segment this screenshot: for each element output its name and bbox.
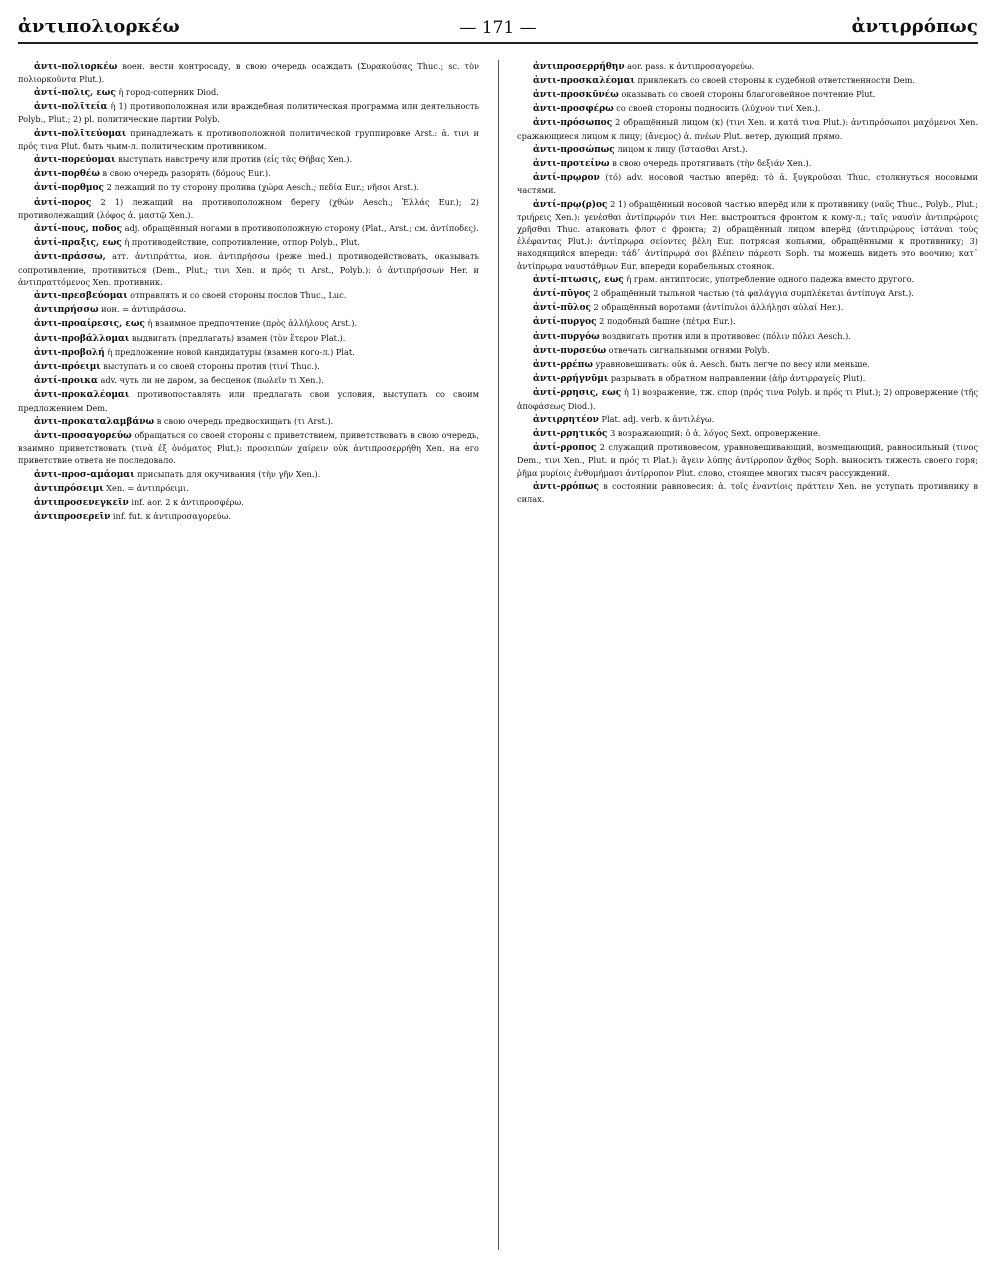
page-header [18, 12, 978, 42]
entry-headword: ἀντί-πολις, εως [34, 87, 116, 98]
dictionary-entry [18, 317, 479, 330]
dictionary-entry [517, 171, 978, 196]
dictionary-entry [18, 196, 479, 221]
dictionary-entry [517, 88, 978, 101]
entry-headword: ἀντι-ρρητικός [533, 428, 608, 439]
entry-headword: ἀντι-ρρέπω [533, 359, 593, 370]
entry-headword: ἀντιπρόσειμι [34, 483, 104, 494]
dictionary-entry [18, 482, 479, 495]
dictionary-entry [18, 289, 479, 302]
entry-definition: ион. = ἀντιπράσσω. [98, 304, 187, 315]
dictionary-entry [517, 372, 978, 385]
entry-headword: ἀντί-πῡλος [533, 303, 591, 314]
entry-definition: выдвигать (предлагать) взамен (τὸν ἕτερον Plat.). [129, 332, 346, 343]
entry-definition: лицом к лицу (ἵστασθαι Arst.). [614, 143, 748, 154]
entry-definition: 2 1) обращённый носовой частью вперёд или к противнику (ναῦς Thuc., Polyb., Plut.; τριήρεις Xen.): γενέσθαι ἀντίπρῳρόν τινι Her. выстроиться фронтом к кому-л.; ταῖς ναυσὶν ἀντιπρῴροις χρῆσθαι Thuc. атаковать флот с фронта; 2) обращённый лицом вперёд (ἀντιπρῴρους ἱστάναι τοὺς ἐλέφαντας Plut.): ἀντίπρῳρα σείοντες βέλη Eur. потрясая копьями, обращёнными к противнику; 3) находящийся впереди: τάδ᾽ ἀντίπρῳρά σοι βλέπειν πάρεστι Soph. ты можешь видеть это воочию; κατ᾽ ἀντίπρῳρα ναυστάθμων Eur. впереди корабельных стоянок. [517, 198, 978, 271]
dictionary-entry [517, 74, 978, 87]
running-head-left: ἀντιπολιορκέω [18, 16, 180, 37]
entry-headword: ἀντι-πυρσεύω [533, 345, 607, 356]
dictionary-entry [517, 386, 978, 411]
entry-headword: ἀντί-πῡγος [533, 288, 591, 299]
entry-headword: ἀντιπροσερρήθην [533, 61, 625, 72]
dictionary-entry [18, 303, 479, 316]
dictionary-entry [517, 102, 978, 115]
dictionary-entry [18, 332, 479, 345]
entry-definition: со своей стороны подносить (λύχνον τινί Xen.). [613, 103, 821, 114]
entry-headword: ἀντι-ρρήγνῡμι [533, 374, 609, 385]
entry-headword: ἀντι-πυργόω [533, 331, 600, 342]
entry-headword: ἀντι-προκαλέομαι [34, 390, 130, 401]
entry-definition: ἡ предложение новой кандидатуры (взамен кого-л.) Plat. [104, 346, 355, 357]
dictionary-entry [517, 413, 978, 426]
entry-headword: ἀντιπροσενεγκεῖν [34, 498, 129, 508]
entry-definition: ἡ противодействие, сопротивление, отпор Polyb., Plut. [121, 237, 360, 248]
entry-headword: ἀντί-πους, ποδος [34, 223, 122, 234]
entry-definition: 2 обращённый воротами (ἀντίπυλοι ἀλλήλῃσι αὐλαί Her.). [590, 302, 844, 313]
dictionary-entry [18, 236, 479, 249]
entry-definition: adj. обращённый ногами в противоположную сторону (Plat., Arst.; см. ἀντίποδες). [121, 222, 479, 233]
entry-headword: ἀντι-προσαγορεύω [34, 430, 132, 441]
dictionary-entry [517, 143, 978, 156]
entry-headword: ἀντί-ρροπος [533, 443, 597, 454]
entry-headword: ἀντι-πολῑτεία [34, 102, 108, 113]
dictionary-entry [517, 116, 978, 141]
dictionary-entry [517, 427, 978, 440]
entry-headword: ἀντι-πρόσωπος [533, 118, 613, 129]
dictionary-entry [18, 153, 479, 166]
entry-definition: ἡ грам. антиптосис, употребление одного падежа вместо другого. [623, 273, 915, 284]
entry-definition: отвечать сигнальными огнями Polyb. [606, 344, 770, 355]
entry-headword: ἀντι-πρεσβεύομαι [34, 290, 128, 301]
entry-headword: ἀντι-πολῑτεύομαι [34, 128, 127, 139]
entry-definition: выступать и со своей стороны против (τινί Thuc.). [100, 360, 320, 371]
dictionary-entry [18, 415, 479, 428]
running-head-right: ἀντιρρόπως [851, 16, 978, 37]
entry-headword: ἀντι-προβάλλομαι [34, 333, 130, 344]
entry-headword: ἀντιπρήσσω [34, 305, 99, 316]
entry-definition: отправлять и со своей стороны послов Thuc., Luc. [127, 289, 347, 300]
entry-definition: 2 обращённый тыльной частью (τὰ φαλάγγια συμπλέκεται ἀντίπυγα Arst.). [590, 287, 914, 298]
dictionary-entry [18, 388, 479, 413]
entry-headword: ἀντι-πορθέω [34, 169, 100, 180]
dictionary-entry [517, 287, 978, 300]
entry-definition: уравновешивать: οὐκ ἀ. Aesch. быть легче по весу или меньше. [592, 358, 870, 369]
entry-definition: 2 лежащий по ту сторону пролива (χώρα Aesch.; πεδία Eur.; νῆσοι Arst.). [103, 182, 419, 193]
entry-definition: ἡ 1) противоположная или враждебная политическая программа или деятельность Polyb., Plut.; 2) pl. политические партии Polyb. [18, 101, 479, 125]
entry-headword: ἀντιρρητέον [533, 414, 599, 425]
entry-definition: (τό) adv. носовой частью вперёд: τὸ ἀ. ξυγκροῦσαι Thuc. столкнуться носовыми частями. [517, 172, 978, 196]
entry-headword: ἀντι-πρόειμι [34, 361, 101, 372]
entry-headword: ἀντιπροσερεῖν [34, 512, 111, 523]
entry-definition: воен. вести контросаду, в свою очередь осаждать (Συρακούσας Thuc.; sc. τὸν πολιορκοῦντα Plut.). [18, 60, 479, 84]
entry-definition: 2 подобный башне (πέτρα Eur.). [596, 316, 736, 327]
dictionary-entry [18, 222, 479, 235]
entry-definition: в состоянии равновесия: ἀ. τοῖς ἐναντίοις πράττειν Xen. не уступать противнику в силах. [517, 480, 978, 504]
page-number: — 171 — [459, 18, 537, 38]
dictionary-entry [18, 167, 479, 180]
dictionary-entry [18, 60, 479, 85]
entry-definition: принадлежать к противоположной политической группировке Arst.: ἀ. τινι и πρός τινα Plut. быть чьим-л. политическим противником. [18, 127, 479, 151]
dictionary-entry [18, 100, 479, 125]
dictionary-entry [517, 315, 978, 328]
entry-definition: разрывать в обратном направлении (ἀὴρ ἀντιρραγείς Plut). [608, 373, 866, 384]
left-column [18, 60, 479, 1250]
dictionary-entry [517, 198, 978, 272]
dictionary-entry [517, 273, 978, 286]
entry-headword: ἀντι-πολιορκέω [34, 61, 118, 72]
entry-definition: inf. aor. 2 к ἀντιπροσφέρω. [128, 497, 244, 507]
dictionary-entry [517, 157, 978, 170]
dictionary-entry [18, 468, 479, 481]
entry-definition: 3 возражающий: ὁ ἀ. λόγος Sext. опровержение. [607, 427, 821, 438]
dictionary-entry [517, 441, 978, 479]
entry-headword: ἀντί-πυργος [533, 317, 597, 328]
entry-headword: ἀντι-πράσσω, [34, 252, 106, 263]
dictionary-entry [18, 496, 479, 509]
entry-headword: ἀντί-πτωσις, εως [533, 274, 624, 285]
dictionary-entry [517, 358, 978, 371]
header-rule [18, 42, 978, 44]
column-divider [498, 60, 499, 1250]
dictionary-entry [18, 510, 479, 523]
dictionary-entry [517, 344, 978, 357]
entry-headword: ἀντί-προικα [34, 376, 98, 387]
entry-definition: противопоставлять или предлагать свои условия, выступать со своим предложением Dem. [18, 389, 479, 413]
entry-definition: в свою очередь протягивать (τὴν δεξιάν Xen.). [609, 157, 812, 168]
entry-headword: ἀντί-πρῳρον [533, 173, 600, 184]
entry-definition: 2 служащий противовесом, уравновешивающий, возмещающий, равносильный (τινος Dem., τινι Xen., Plut. и πρός τι Plat.): ἄγειν λύπης ἀντίρροπον ἄχθος Soph. выносить тяжесть своего горя; ῥῆμα μυρίοις ἐνθυμήμασι ἀντίρροπον Plut. слово, стоящее многих тысяч рассуждений. [517, 442, 978, 478]
entry-headword: ἀντι-προσώπως [533, 144, 615, 155]
entry-headword: ἀντι-προσκῡνέω [533, 89, 619, 100]
entry-headword: ἀντι-προσκαλέομαι [533, 75, 635, 86]
right-column [517, 60, 978, 1250]
entry-headword: ἀντι-προκαταλαμβάνω [34, 416, 155, 427]
dictionary-entry [517, 301, 978, 314]
entry-headword: ἀντί-ρρησις, εως [533, 388, 622, 399]
entry-definition: adv. чуть ли не даром, за бесценок (πωλεῖν τι Xen.). [97, 375, 324, 386]
entry-definition: атт. ἀντιπράττω, ион. ἀντιπρήσσω (реже med.) противодействовать, оказывать сопротивление, противиться (Dem., Plut.; τινι Xen. и πρός τι Arst., Polyb.): ὁ ἀντιπρήσσων Her. и ἀντιπραττόμενος Xen. противник. [18, 251, 479, 287]
entry-definition: оказывать со своей стороны благоговейное почтение Plut. [618, 88, 876, 99]
dictionary-entry [517, 60, 978, 73]
entry-headword: ἀντι-προαίρεσις, εως [34, 319, 145, 330]
dictionary-entry [517, 330, 978, 343]
dictionary-entry [18, 181, 479, 194]
entry-definition: 2 1) лежащий на противоположном берегу (χθών Aesch.; Ἑλλάς Eur.); 2) противолежащий (λόφος ἀ. μαστῷ Xen.). [18, 196, 479, 220]
entry-headword: ἀντί-πορθμος [34, 183, 104, 194]
entry-definition: обращаться со своей стороны с приветствием, приветствовать в свою очередь, взаимно приветствовать (τινὰ ἐξ ὀνόματος Plut.): προσειπὼν χαίρειν οὐκ ἀντιπροσερρήθη Xen. на его приветствие ответа не последовало. [18, 429, 479, 466]
entry-definition: в свою очередь разорять (δόμους Eur.). [99, 168, 271, 179]
entry-definition: Xen. = ἀντιπρόειμι. [103, 482, 189, 493]
dictionary-entry [18, 346, 479, 359]
entry-definition: ἡ взаимное предпочтение (πρὸς ἀλλήλους Arst.). [144, 318, 358, 329]
entry-headword: ἀντι-πορεύομαι [34, 154, 116, 165]
entry-definition: ἡ 1) возражение, тж. спор (πρός τινα Polyb. и πρός τι Plut.); 2) опровержение (τῆς ἀποφάσεως Diod.). [517, 387, 978, 411]
dictionary-entry [517, 480, 978, 505]
entry-definition: inf. fut. к ἀντιπροσαγορεύω. [110, 511, 231, 522]
dictionary-entry [18, 374, 479, 387]
entry-headword: ἀντι-ρρόπως [533, 481, 599, 492]
entry-definition: выступать навстречу или против (εἰς τὰς Θήβας Xen.). [115, 153, 353, 164]
entry-headword: ἀντι-προβολή [34, 347, 105, 358]
dictionary-entry [18, 429, 479, 467]
dictionary-entry [18, 86, 479, 99]
entry-definition: 2 обращённый лицом (к) (τινι Xen. и κατά τινα Plut.): ἀντιπρόσωποι μαχόμενοι Xen. сражающиеся лицом к лицу; (ἄνεμος) ἀ. πνέων Plut. ветер, дующий прямо. [517, 117, 978, 141]
entry-headword: ἀντί-πρῳ(ρ)ος [533, 199, 608, 210]
columns [18, 60, 978, 1250]
entry-definition: воздвигать против или в противовес (πόλιν πόλει Aesch.). [599, 330, 851, 341]
entry-definition: aor. pass. к ἀντιπροσαγορεύω. [624, 60, 755, 71]
entry-headword: ἀντί-πραξις, εως [34, 238, 122, 249]
entry-definition: Plat. adj. verb. к ἀντιλέγω. [598, 413, 715, 424]
entry-definition: присыпать для окучивания (τὴν γῆν Xen.). [134, 468, 321, 479]
entry-headword: ἀντι-προτείνω [533, 158, 610, 169]
dictionary-entry [18, 250, 479, 288]
entry-definition: ἡ город-соперник Diod. [115, 86, 219, 97]
entry-headword: ἀντι-προσ-αμάομαι [34, 469, 135, 480]
dictionary-entry [18, 127, 479, 152]
entry-definition: в свою очередь предвосхищать (τι Arst.). [154, 415, 334, 426]
dictionary-entry [18, 360, 479, 373]
entry-headword: ἀντί-πορος [34, 197, 92, 208]
entry-headword: ἀντι-προσφέρω [533, 104, 614, 115]
entry-definition: привлекать со своей стороны к судебной ответственности Dem. [634, 74, 915, 85]
